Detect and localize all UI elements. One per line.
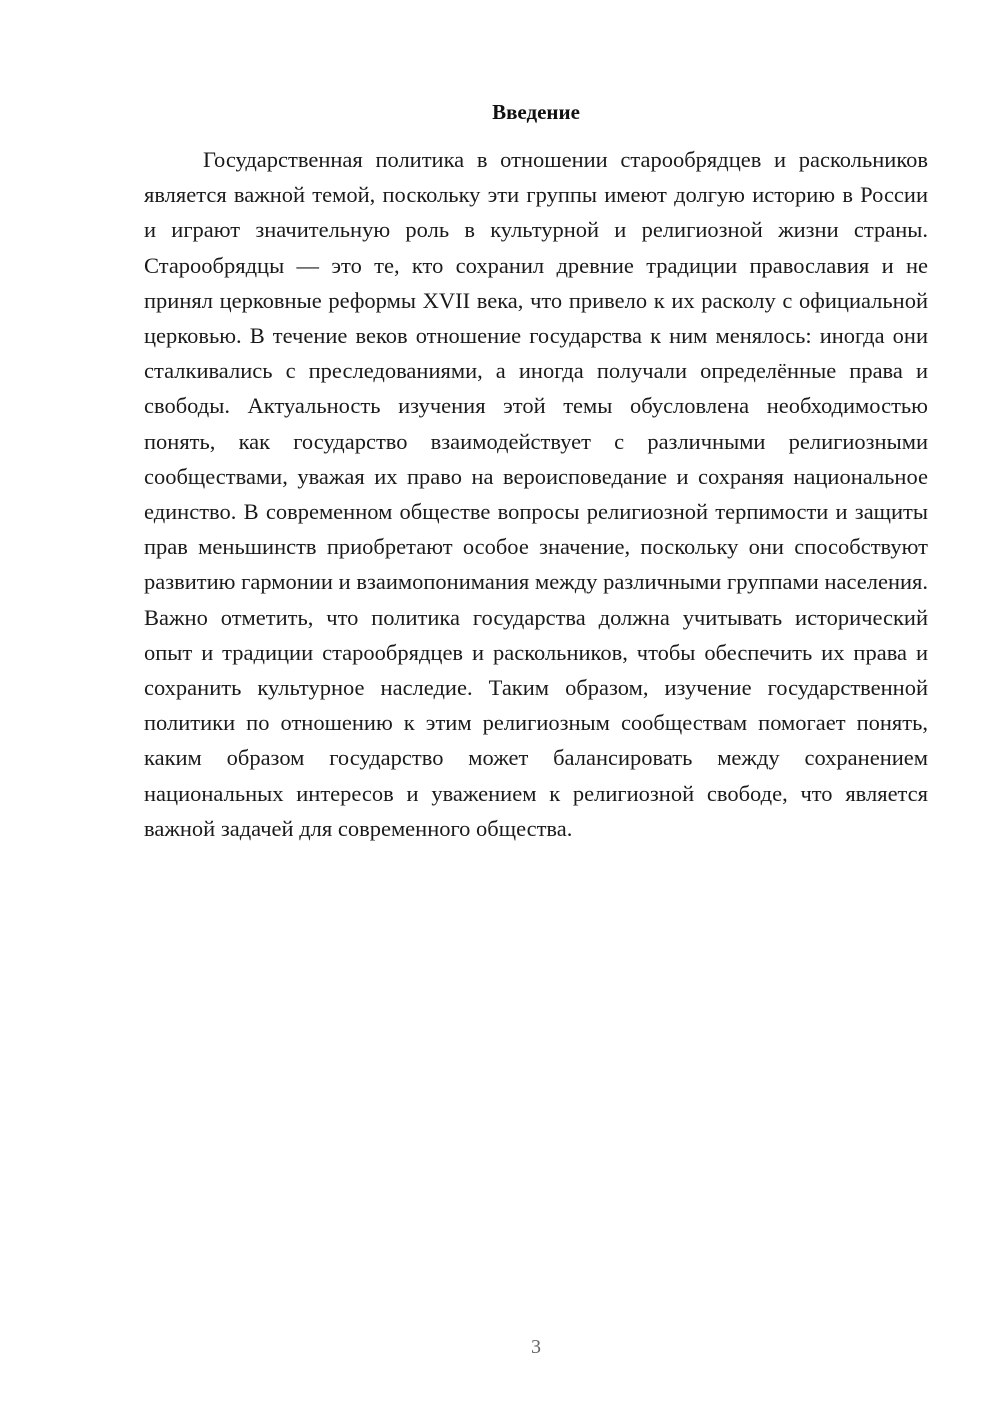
introduction-paragraph: Государственная политика в отношении старообрядцев и раскольников является важной темой, поскольку эти группы имеют долгую историю в России и играют значительную роль в культурной и религиозной жизни страны. Старообрядцы — это те, кто сохранил древние традиции православия и не принял церковные реформы XVII века, что привело к их расколу с официальной церковью. В течение веков отношение государства к ним менялось: иногда они сталкивались с преследованиями, а иногда получали определённые права и свободы. Актуальность изучения этой темы обусловлена необходимостью понять, как государство взаимодействует с различными религиозными сообществами, уважая их право на вероисповедание и сохраняя национальное единство. В современном обществе вопросы религиозной терпимости и защиты прав меньшинств приобретают особое значение, поскольку они способствуют развитию гармонии и взаимопонимания между различными группами населения. Важно отметить, что политика государства должна учитывать исторический опыт и традиции старообрядцев и раскольников, чтобы обеспечить их права и сохранить культурное наследие. Таким образом, изучение государственной политики по отношению к этим религиозным сообществам помогает понять, каким образом государство может балансировать между сохранением национальных интересов и уважением к религиозной свободе, что является важной задачей для современного общества. <box>144 147 928 841</box>
page-number: 3 <box>531 1336 541 1358</box>
section-heading: Введение <box>492 100 580 124</box>
